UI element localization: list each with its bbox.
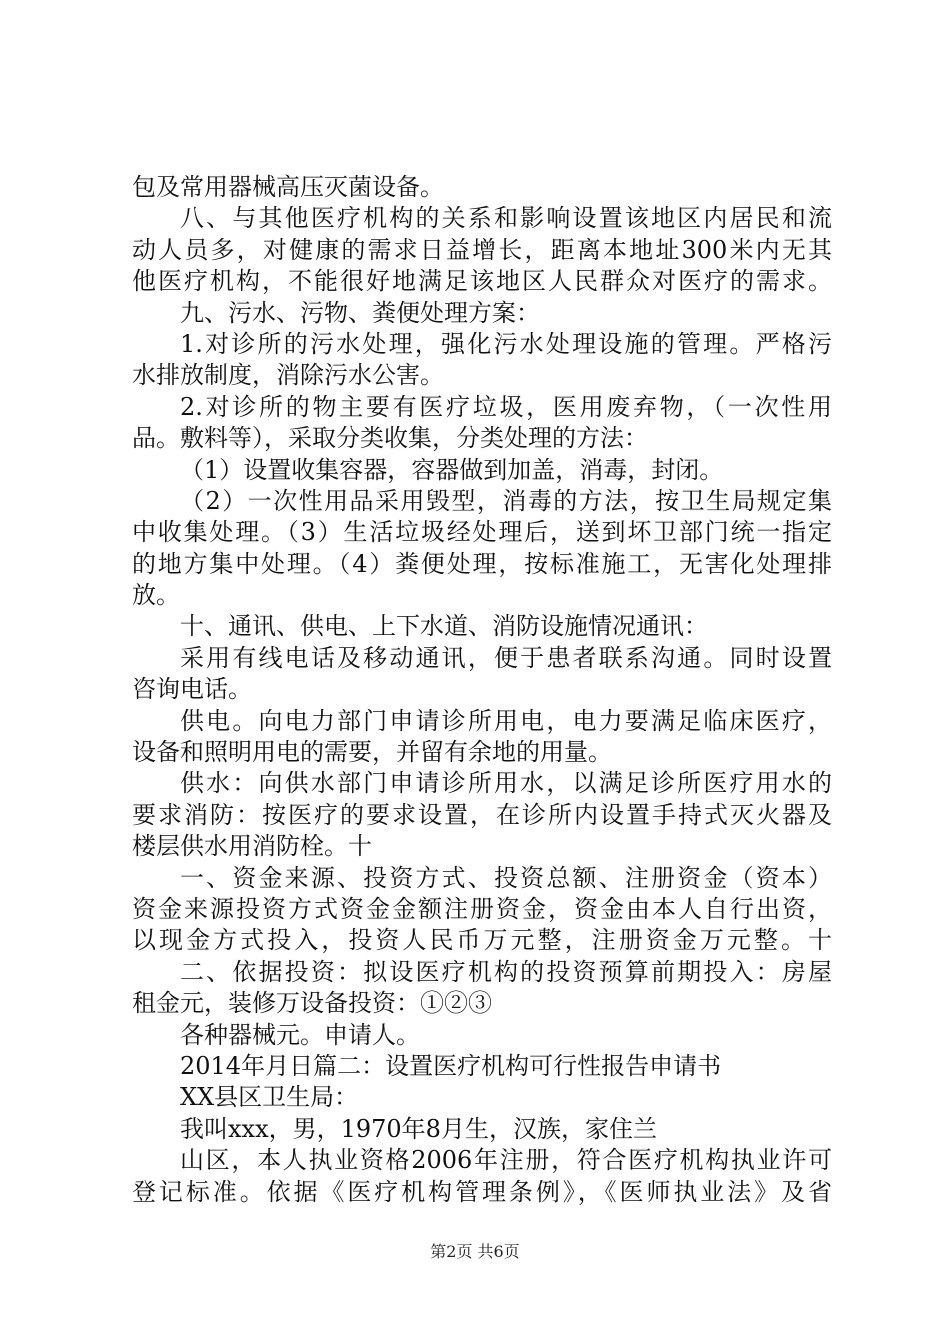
text-line: 八、与其他医疗机构的关系和影响设置该地区内居民和流 (180, 204, 832, 233)
text-line: 放。 (132, 581, 180, 610)
text-line: 我叫xxx，男，1970年8月生，汉族，家住兰 (180, 1114, 657, 1143)
text-line: 资金来源投资方式资金金额注册资金，资金由本人自行出资， (132, 894, 832, 923)
text-line: 设备和照明用电的需要，并留有余地的用量。 (132, 738, 612, 767)
text-line: 以现金方式投入，投资人民币万元整，注册资金万元整。十 (132, 926, 832, 955)
text-line: （2）一次性用品采用毁型，消毒的方法，按卫生局规定集 (180, 486, 832, 515)
text-line: 一、资金来源、投资方式、投资总额、注册资金（资本） (180, 863, 832, 892)
page-number-footer: 第2页 共6页 (430, 1242, 520, 1261)
text-line: 他医疗机构，不能很好地满足该地区人民群众对医疗的需求。 (132, 267, 832, 296)
text-line: 各种器械元。申请人。 (180, 1020, 420, 1049)
text-line: 山区，本人执业资格2006年注册，符合医疗机构执业许可 (180, 1146, 832, 1175)
text-line: 咨询电话。 (132, 675, 252, 704)
text-line: 2014年月日篇二：设置医疗机构可行性报告申请书 (180, 1051, 722, 1080)
body-text (132, 172, 832, 1208)
text-line: 品。敷料等），采取分类收集，分类处理的方法： (132, 424, 648, 453)
text-line: 动人员多，对健康的需求日益增长，距离本地址300米内无其 (132, 235, 832, 264)
text-line: 2.对诊所的物主要有医疗垃圾，医用废弃物，（一次性用 (180, 392, 832, 421)
text-line: 楼层供水用消防栓。十 (132, 832, 372, 861)
text-line: 供电。向电力部门申请诊所用电，电力要满足临床医疗， (180, 706, 832, 735)
text-line: （1）设置收集容器，容器做到加盖，消毒，封闭。 (180, 455, 724, 484)
text-line: 包及常用器械高压灭菌设备。 (132, 173, 444, 201)
text-line: 租金元，装修万设备投资：①②③ (132, 989, 492, 1018)
text-line: XX县区卫生局： (180, 1083, 359, 1112)
text-line: 二、依据投资：拟设医疗机构的投资预算前期投入：房屋 (180, 957, 832, 986)
text-line: 要求消防：按医疗的要求设置，在诊所内设置手持式灭火器及 (132, 800, 832, 829)
text-line: 采用有线电话及移动通讯，便于患者联系沟通。同时设置 (180, 643, 832, 672)
text-line: 十、通讯、供电、上下水道、消防设施情况通讯： (180, 612, 708, 641)
text-line: 登记标准。依据《医疗机构管理条例》，《医师执业法》及省 (132, 1177, 832, 1206)
text-line: 九、污水、污物、粪便处理方案： (180, 298, 540, 327)
text-line: 供水：向供水部门申请诊所用水，以满足诊所医疗用水的 (180, 769, 832, 798)
text-line: 的地方集中处理。（4）粪便处理，按标准施工，无害化处理排 (132, 549, 832, 578)
text-line: 中收集处理。（3）生活垃圾经处理后，送到坏卫部门统一指定 (132, 518, 832, 547)
text-line: 水排放制度，消除污水公害。 (132, 361, 444, 390)
text-line: 1.对诊所的污水处理，强化污水处理设施的管理。严格污 (180, 329, 832, 358)
